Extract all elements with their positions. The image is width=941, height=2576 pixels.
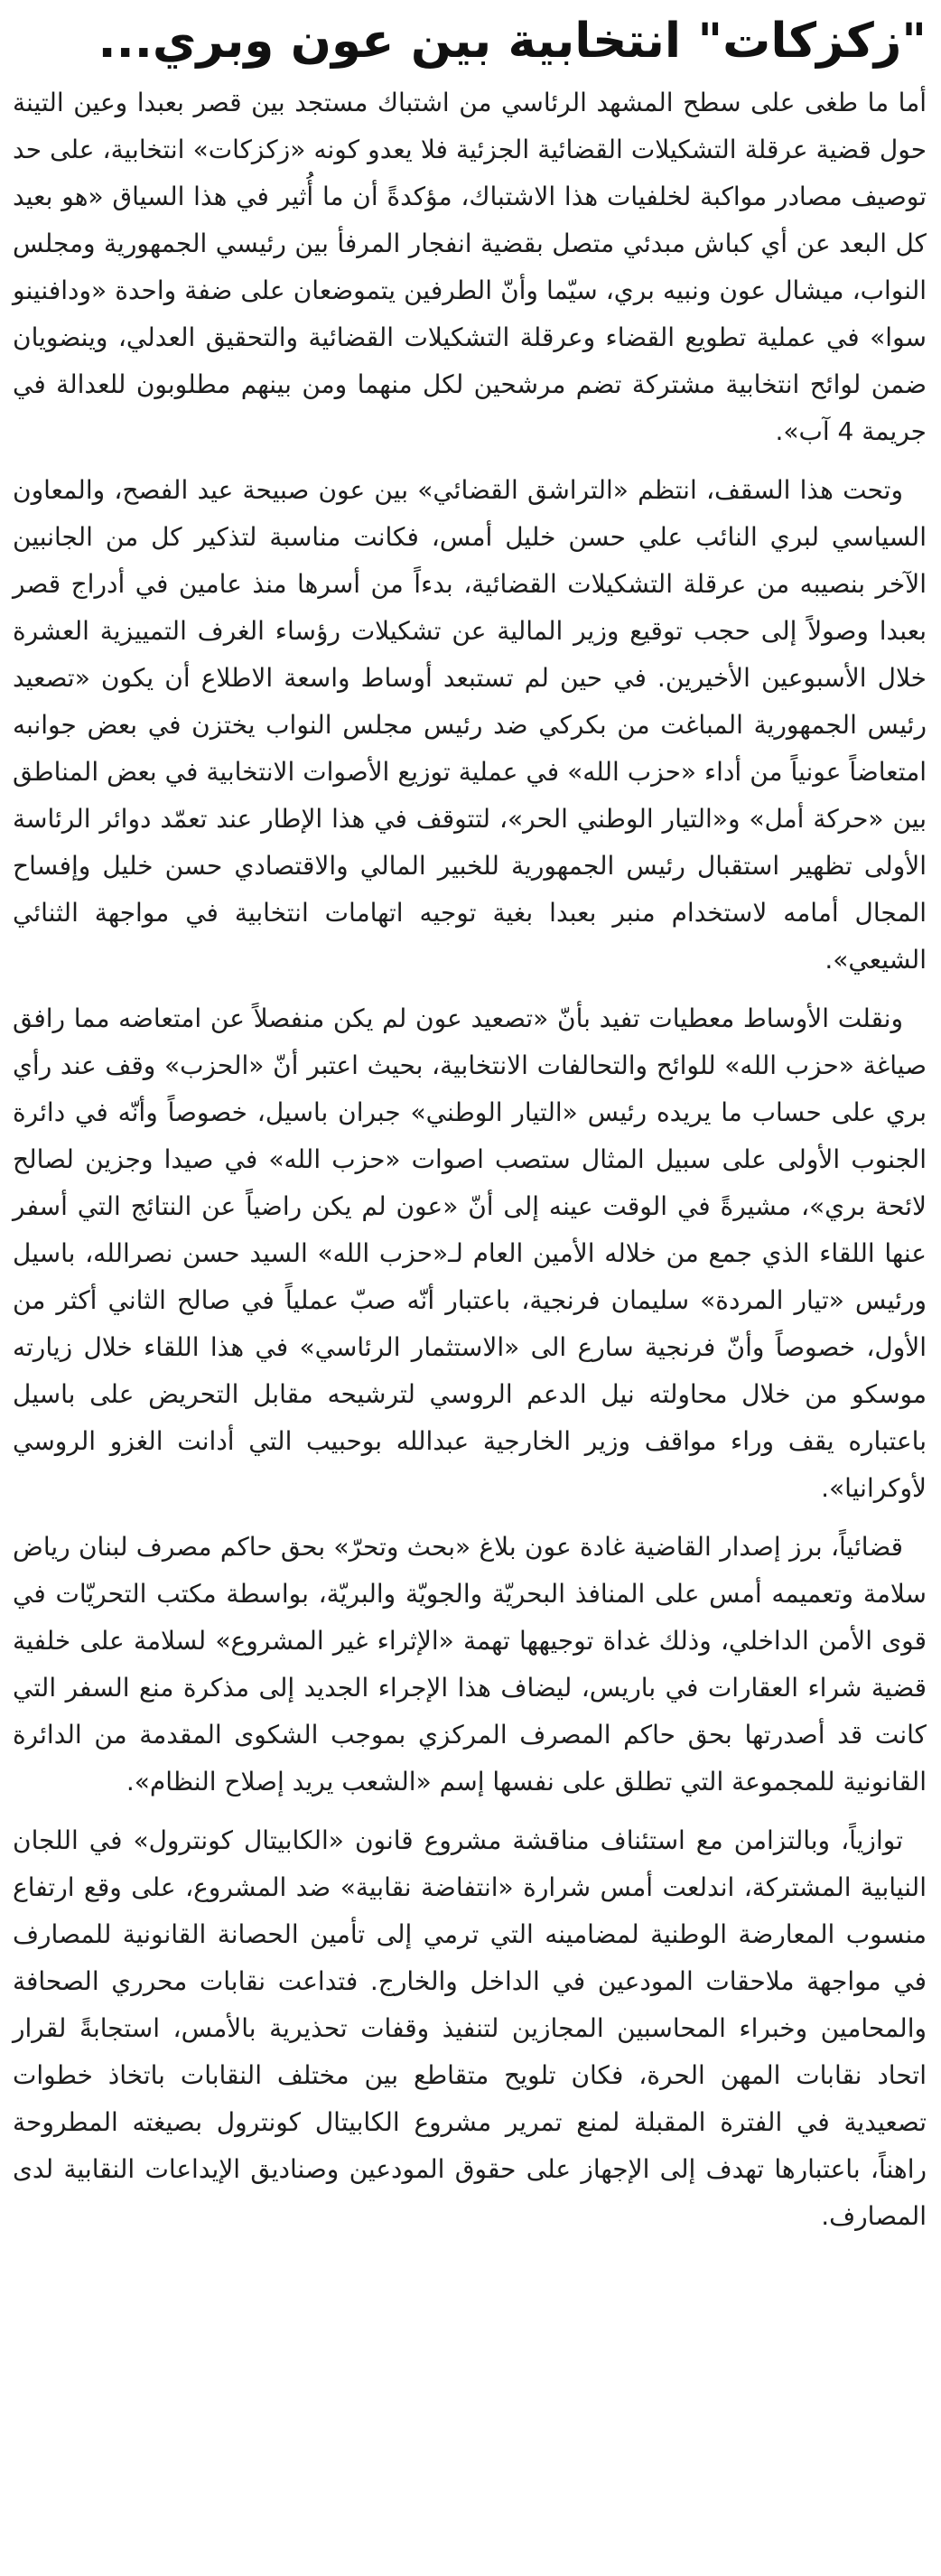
- article-body: [13, 79, 927, 2240]
- article-paragraph-3: ونقلت الأوساط معطيات تفيد بأنّ «تصعيد عون لم يكن منفصلاً عن امتعاضه مما رافق صياغة «حزب الله» للوائح والتحالفات الانتخابية، بحيث اعتبر أنّ «الحزب» وقف عند رأي بري على حساب ما يريده رئيس «التيار الوطني» جبران باسيل، خصوصاً وأنّه في دائرة الجنوب الأولى على سبيل المثال ستصب اصوات «حزب الله» في صيدا وجزين لصالح لائحة بري»، مشيرةً في الوقت عينه إلى أنّ «عون لم يكن راضياً عن النتائج التي أسفر عنها اللقاء الذي جمع من خلاله الأمين العام لـ«حزب الله» السيد حسن نصرالله، باسيل ورئيس «تيار المردة» سليمان فرنجية، باعتبار أنّه صبّ عملياً في صالح الثاني أكثر من الأول، خصوصاً وأنّ فرنجية سارع الى «الاستثمار الرئاسي» في هذا اللقاء خلال زيارته موسكو من خلال محاولته نيل الدعم الروسي لترشيحه مقابل التحريض على باسيل باعتباره يقف وراء مواقف وزير الخارجية عبدالله بوحبيب التي أدانت الغزو الروسي لأوكرانيا».: [13, 1003, 927, 1503]
- article-paragraph-2: وتحت هذا السقف، انتظم «التراشق القضائي» بين عون صبيحة عيد الفصح، والمعاون السياسي لبري النائب علي حسن خليل أمس، فكانت مناسبة لتذكير كل من الجانبين الآخر بنصيبه من عرقلة التشكيلات القضائية، بدءاً من أسرها منذ عامين في أدراج قصر بعبدا وصولاً إلى حجب توقيع وزير المالية عن تشكيلات رؤساء الغرف التمييزية العشرة خلال الأسبوعين الأخيرين. في حين لم تستبعد أوساط واسعة الاطلاع أن يكون «تصعيد رئيس الجمهورية المباغت من بكركي ضد رئيس مجلس النواب يختزن في بعض جوانبه امتعاضاً عونياً من أداء «حزب الله» في عملية توزيع الأصوات الانتخابية في بعض المناطق بين «حركة أمل» و«التيار الوطني الحر»، لتتوقف في هذا الإطار عند تعمّد دوائر الرئاسة الأولى تظهير استقبال رئيس الجمهورية للخبير المالي والاقتصادي حسن خليل وإفساح المجال أمامه لاستخدام منبر بعبدا بغية توجيه اتهامات انتخابية في مواجهة الثنائي الشيعي».: [13, 474, 927, 975]
- article-paragraph-4: قضائياً، برز إصدار القاضية غادة عون بلاغ «بحث وتحرّ» بحق حاكم مصرف لبنان رياض سلامة وتعميمه أمس على المنافذ البحريّة والجويّة والبريّة، بواسطة مكتب التحريّات في قوى الأمن الداخلي، وذلك غداة توجيهها تهمة «الإثراء غير المشروع» لسلامة على خلفية قضية شراء العقارات في باريس، ليضاف هذا الإجراء الجديد إلى مذكرة منع السفر التي كانت قد أصدرتها بحق حاكم المصرف المركزي بموجب الشكوى المقدمة من الدائرة القانونية للمجموعة التي تطلق على نفسها إسم «الشعب يريد إصلاح النظام».: [13, 1531, 927, 1797]
- article-paragraph-5: توازياً، وبالتزامن مع استئناف مناقشة مشروع قانون «الكابيتال كونترول» في اللجان النيابية المشتركة، اندلعت أمس شرارة «انتفاضة نقابية» ضد المشروع، على وقع ارتفاع منسوب المعارضة الوطنية لمضامينه التي ترمي إلى تأمين الحصانة القانونية للمصارف في مواجهة ملاحقات المودعين في الداخل والخارج. فتداعت نقابات محرري الصحافة والمحامين وخبراء المحاسبين المجازين لتنفيذ وقفات تحذيرية بالأمس، استجابةً لقرار اتحاد نقابات المهن الحرة، فكان تلويح متقاطع بين مختلف النقابات باتخاذ خطوات تصعيدية في الفترة المقبلة لمنع تمرير مشروع الكابيتال كونترول بصيغته المطروحة راهناً، باعتبارها تهدف إلى الإجهاز على حقوق المودعين وصناديق الإيداعات النقابية لدى المصارف.: [13, 1825, 927, 2231]
- article-paragraph-1: أما ما طغى على سطح المشهد الرئاسي من اشتباك مستجد بين قصر بعبدا وعين التينة حول قضية عرقلة التشكيلات القضائية الجزئية فلا يعدو كونه «زكزكات» انتخابية، على حد توصيف مصادر مواكبة لخلفيات هذا الاشتباك، مؤكدةً أن ما أُثير في هذا السياق «هو بعيد كل البعد عن أي كباش مبدئي متصل بقضية انفجار المرفأ بين رئيسي الجمهورية ومجلس النواب، ميشال عون ونبيه بري، سيّما وأنّ الطرفين يتموضعان على ضفة واحدة «ودافنينو سوا» في عملية تطويع القضاء وعرقلة التشكيلات القضائية والتحقيق العدلي، وينضويان ضمن لوائح انتخابية مشتركة تضم مرشحين لكل منهما ومن بينهم مطلوبون للعدالة في جريمة 4 آب».: [13, 87, 927, 446]
- article-headline: "زكزكات" انتخابية بين عون وبري...: [98, 14, 927, 69]
